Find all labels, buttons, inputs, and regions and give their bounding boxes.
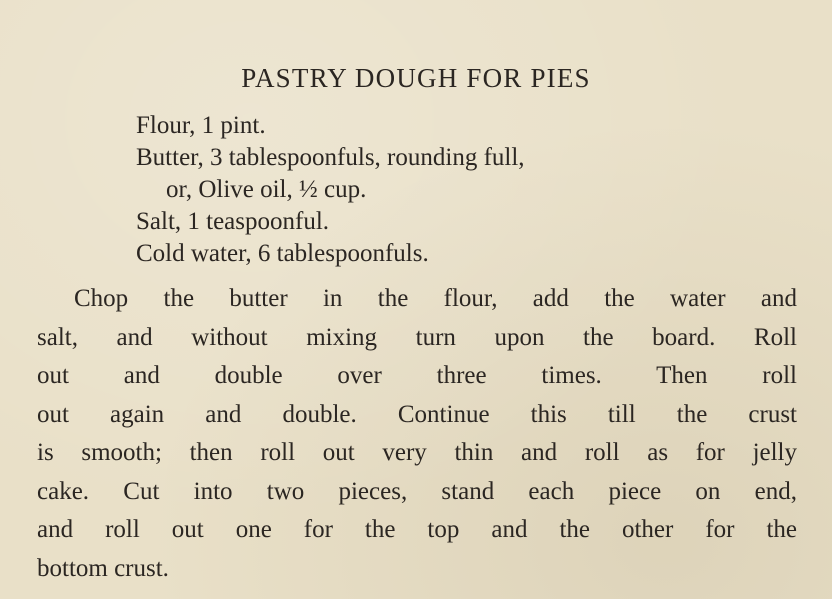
ingredients-list: [136, 110, 525, 270]
method-line: salt, and without mixing turn upon the board. Roll: [37, 323, 797, 351]
method-line: Chop the butter in the flour, add the water and: [74, 285, 797, 312]
method-line: is smooth; then roll out very thin and roll as for jelly: [37, 439, 797, 466]
method-line: and roll out one for the top and the other for the: [37, 516, 797, 543]
method-line: bottom crust.: [37, 554, 169, 582]
method-line: out and double over three times. Then roll: [37, 362, 797, 389]
ingredient-line: Salt, 1 teaspoonful.: [136, 208, 330, 235]
method-line: out again and double. Continue this till the crust: [37, 400, 797, 428]
ingredient-line: Cold water, 6 tablespoonfuls.: [136, 240, 429, 267]
method-line: cake. Cut into two pieces, stand each piece on end,: [37, 477, 797, 505]
ingredient-line: Flour, 1 pint.: [136, 112, 266, 139]
ingredient-line: Butter, 3 tablespoonfuls, rounding full,: [136, 144, 525, 171]
ingredient-line: or, Olive oil, ½ cup.: [166, 176, 367, 203]
recipe-title: PASTRY DOUGH FOR PIES: [241, 63, 591, 93]
method-paragraph: [37, 280, 797, 588]
